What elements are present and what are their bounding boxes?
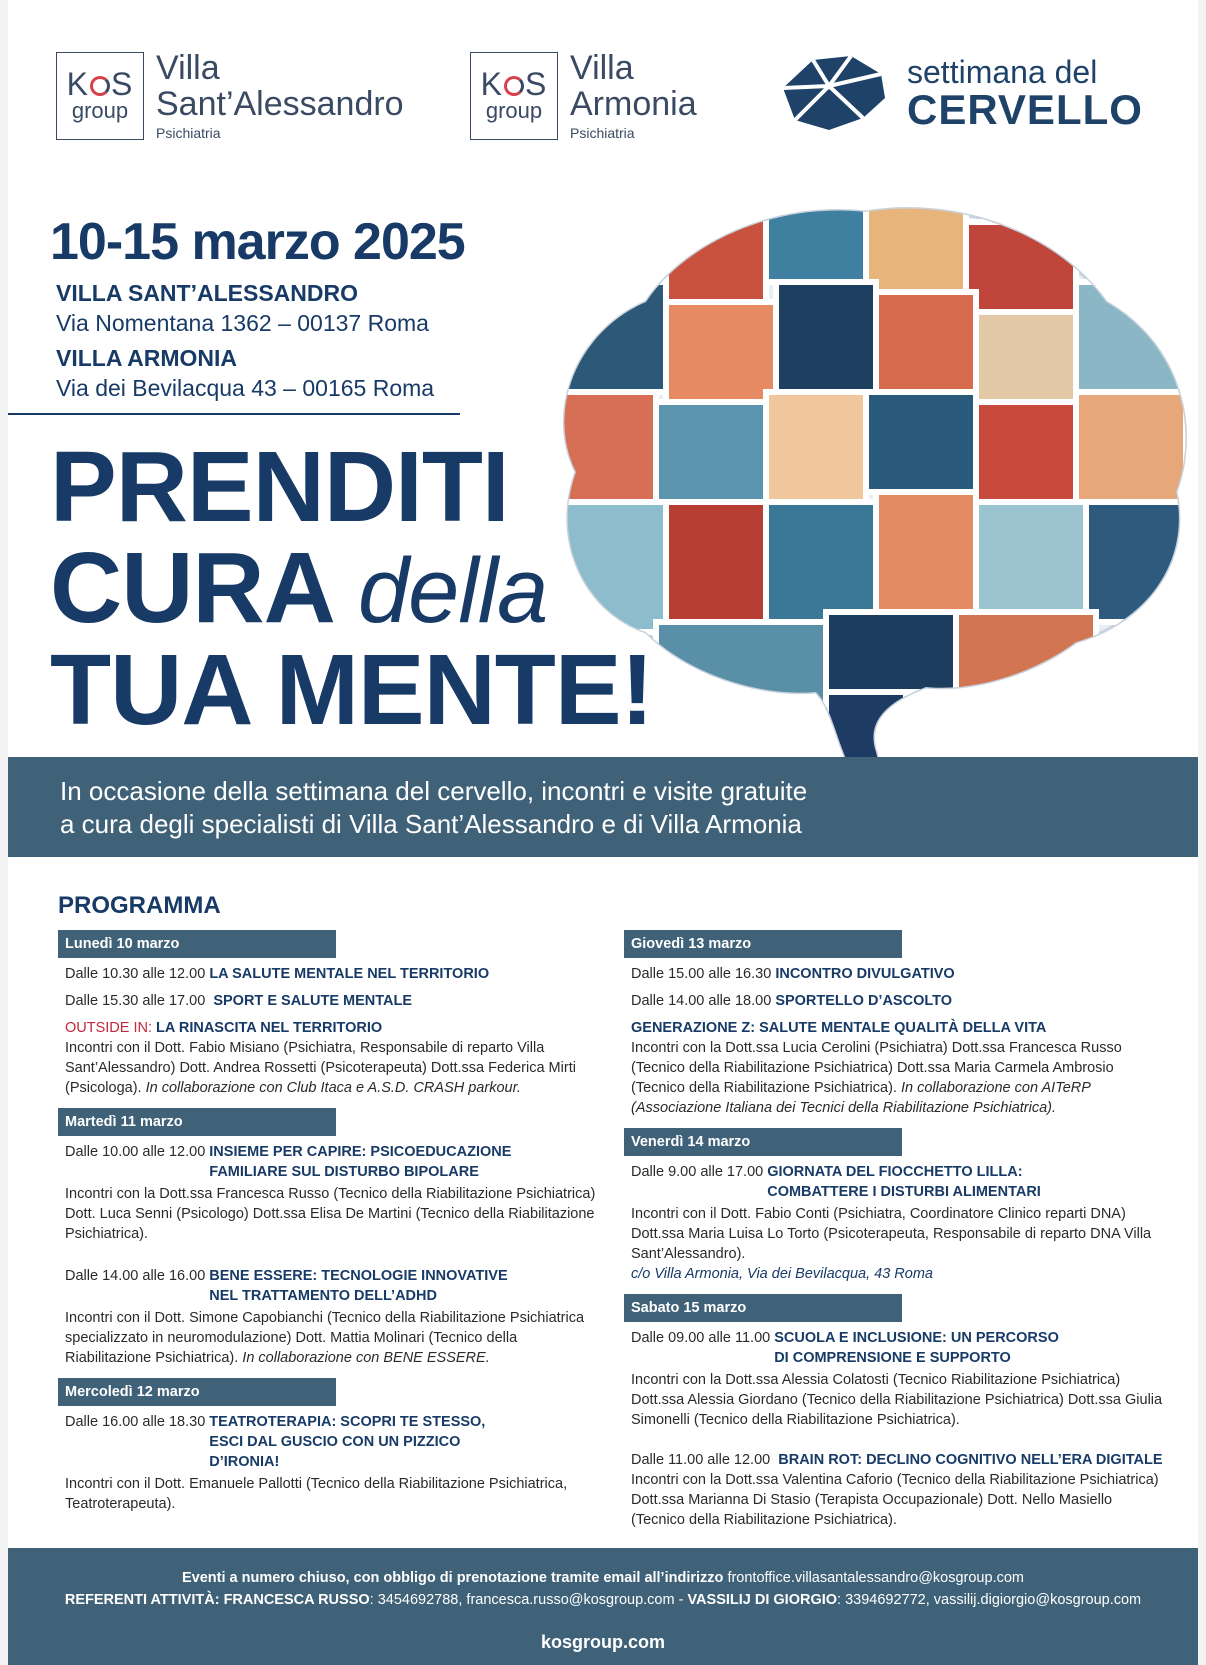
venue-1-address: Via Nomentana 1362 – 00137 Roma (56, 310, 429, 336)
band-line-2: a cura degli specialisti di Villa Sant’Alessandro e di Villa Armonia (60, 809, 802, 839)
program-right-column (624, 930, 1169, 1540)
footer-line-1: Eventi a numero chiuso, con obbligo di prenotazione tramite email all’indirizzo frontoffice.villasantalessandro@kosgroup.com (181, 1570, 1024, 1586)
event-row: GENERAZIONE Z: SALUTE MENTALE QUALITÀ DELLA VITA (631, 1020, 1047, 1036)
event-description: Incontri con la Dott.ssa Lucia Cerolini (Psichiatra) Dott.ssa Francesca Russo (Tecnico della Riabilitazione Psichiatrica) Dott.ssa Maria Carmela Ambrosio (Tecnico della Riabilitazione Psichiatrica). In collaborazione con AITeRP (Associazione Italiana dei Tecnici della Riabilitazione Psichiatrica). (631, 1040, 1122, 1116)
sdc-line-1: settimana del (907, 54, 1098, 90)
kos-group-logo: K S group (56, 52, 144, 140)
headline-cura: CURA (50, 532, 332, 644)
headline-line-3: TUA MENTE! (50, 634, 653, 746)
event-row: Dalle 09.00 alle 11.00 SCUOLA E INCLUSIONE: UN PERCORSO DI COMPRENSIONE E SUPPORTO (631, 1330, 1059, 1366)
event-description: Incontri con la Dott.ssa Valentina Caforio (Tecnico della Riabilitazione Psichiatrica) Dott.ssa Marianna Di Stasio (Terapista Occupazionale) Dott. Nello Masiello (Tecnico della Riabilitazione Psichiatrica). (631, 1472, 1159, 1528)
day-header-sabato: Sabato 15 marzo (624, 1294, 902, 1322)
logo-line-2: Armonia (570, 85, 697, 123)
logo-line-3: Psichiatria (156, 125, 221, 141)
venue-2-address: Via dei Bevilacqua 43 – 00165 Roma (56, 375, 435, 401)
logo-line-1: Villa (156, 49, 220, 87)
contact-1-link[interactable]: : 3454692788, francesca.russo@kosgroup.com - (369, 1592, 684, 1608)
event-row: Dalle 15.00 alle 16.30 INCONTRO DIVULGATIVO (631, 966, 955, 982)
event-description: Incontri con la Dott.ssa Francesca Russo (Tecnico della Riabilitazione Psichiatrica) Dott. Luca Senni (Psicologo) Dott.ssa Elisa De Martini (Tecnico della Riabilitazione Psichiatrica). (65, 1186, 596, 1242)
brain-mark-icon (773, 52, 891, 134)
logo-villa-armonia (470, 50, 697, 142)
event-row: Dalle 16.00 alle 18.30 TEATROTERAPIA: SCOPRI TE STESSO, ESCI DAL GUSCIO CON UN PIZZICO D’IRONIA! (65, 1414, 486, 1470)
footer (8, 1548, 1198, 1665)
poster (8, 0, 1198, 1665)
website-link[interactable]: kosgroup.com (540, 1632, 665, 1652)
event-description: Incontri con il Dott. Fabio Misiano (Psichiatra, Responsabile di reparto Villa Sant’Alessandro) Dott. Andrea Rossetti (Psicoterapeuta) Dott.ssa Federica Mirti (Psicologa). In collaborazione con Club Itaca e A.S.D. CRASH parkour. (65, 1040, 576, 1096)
event-row: Dalle 15.30 alle 17.00 SPORT E SALUTE MENTALE (65, 993, 413, 1009)
event-row: Dalle 14.00 alle 18.00 SPORTELLO D’ASCOLTO (631, 993, 953, 1009)
event-row: OUTSIDE IN: LA RINASCITA NEL TERRITORIO (65, 1020, 383, 1036)
logo-settimana-del-cervello (773, 52, 1143, 134)
event-row: Dalle 10.30 alle 12.00 LA SALUTE MENTALE NEL TERRITORIO (65, 966, 490, 982)
event-row: Dalle 10.00 alle 12.00 INSIEME PER CAPIRE: PSICOEDUCAZIONE FAMILIARE SUL DISTURBO BIPOLARE (65, 1144, 512, 1180)
event-row: Dalle 11.00 alle 12.00 BRAIN ROT: DECLINO COGNITIVO NELL’ERA DIGITALE (631, 1452, 1163, 1468)
day-header-martedi: Martedì 11 marzo (58, 1108, 336, 1136)
band-line-1: In occasione della settimana del cervello, incontri e visite gratuite (60, 776, 808, 806)
event-description: Incontri con la Dott.ssa Alessia Colatosti (Tecnico Riabilitazione Psichiatrica) Dott.ssa Alessia Giordano (Tecnico della Riabilitazione Psichiatrica) Dott.ssa Giulia Simonelli (Tecnico della Riabilitazione Psichiatrica). (631, 1372, 1163, 1428)
event-date: 10-15 marzo 2025 (50, 213, 465, 271)
program-left-column (58, 930, 598, 1524)
booking-email-link[interactable]: frontoffice.villasantalessandro@kosgroup.com (727, 1570, 1024, 1586)
event-row: Dalle 14.00 alle 16.00 BENE ESSERE: TECNOLOGIE INNOVATIVE NEL TRATTAMENTO DELL’ADHD (65, 1268, 508, 1304)
day-header-mercoledi: Mercoledì 12 marzo (58, 1378, 336, 1406)
logo-line-2: Sant’Alessandro (156, 85, 404, 123)
logo-line-3: Psichiatria (570, 125, 635, 141)
info-band (8, 757, 1198, 857)
headline-della: della (357, 540, 548, 642)
venue-2-name: VILLA ARMONIA (56, 345, 238, 371)
footer-line-2: REFERENTI ATTIVITÀ: FRANCESCA RUSSO: 3454692788, francesca.russo@kosgroup.com - VASSILIJ DI GIORGIO: 3394692772, vassilij.digiorgio@kosgroup.com (64, 1592, 1142, 1608)
headline-line-1: PRENDITI (50, 431, 509, 543)
divider (8, 413, 460, 415)
contact-2-link[interactable]: : 3394692772, vassilij.digiorgio@kosgroup.com (837, 1592, 1142, 1608)
day-header-lunedi: Lunedì 10 marzo (58, 930, 336, 958)
event-row: Dalle 9.00 alle 17.00 GIORNATA DEL FIOCCHETTO LILLA: COMBATTERE I DISTURBI ALIMENTARI (631, 1164, 1041, 1200)
kos-group-logo: K S group (470, 52, 558, 140)
event-place: c/o Villa Armonia, Via dei Bevilacqua, 43 Roma (631, 1266, 933, 1282)
event-description: Incontri con il Dott. Emanuele Pallotti (Tecnico della Riabilitazione Psichiatrica, Teatroterapeuta). (65, 1476, 568, 1512)
day-header-giovedi: Giovedì 13 marzo (624, 930, 902, 958)
headline-line-2 (50, 532, 548, 644)
venue-1-name: VILLA SANT’ALESSANDRO (56, 280, 358, 306)
sdc-line-2: CERVELLO (907, 86, 1143, 133)
program-title: PROGRAMMA (58, 892, 221, 919)
event-description: Incontri con il Dott. Fabio Conti (Psichiatra, Coordinatore Clinico reparti DNA) Dott.ssa Maria Luisa Lo Torto (Psicoterapeuta, Responsabile di reparto DNA Villa Sant’Alessandro). (631, 1206, 1152, 1262)
logo-line-1: Villa (570, 49, 634, 87)
brain-illustration (536, 192, 1196, 802)
event-description: Incontri con il Dott. Simone Capobianchi (Tecnico della Riabilitazione Psichiatrica specializzato in neuromodulazione) Dott. Mattia Molinari (Tecnico della Riabilitazione Psichiatrica). In collaborazione con BENE ESSERE. (65, 1310, 585, 1366)
logo-villa-sant-alessandro (56, 50, 404, 142)
day-header-venerdi: Venerdì 14 marzo (624, 1128, 902, 1156)
